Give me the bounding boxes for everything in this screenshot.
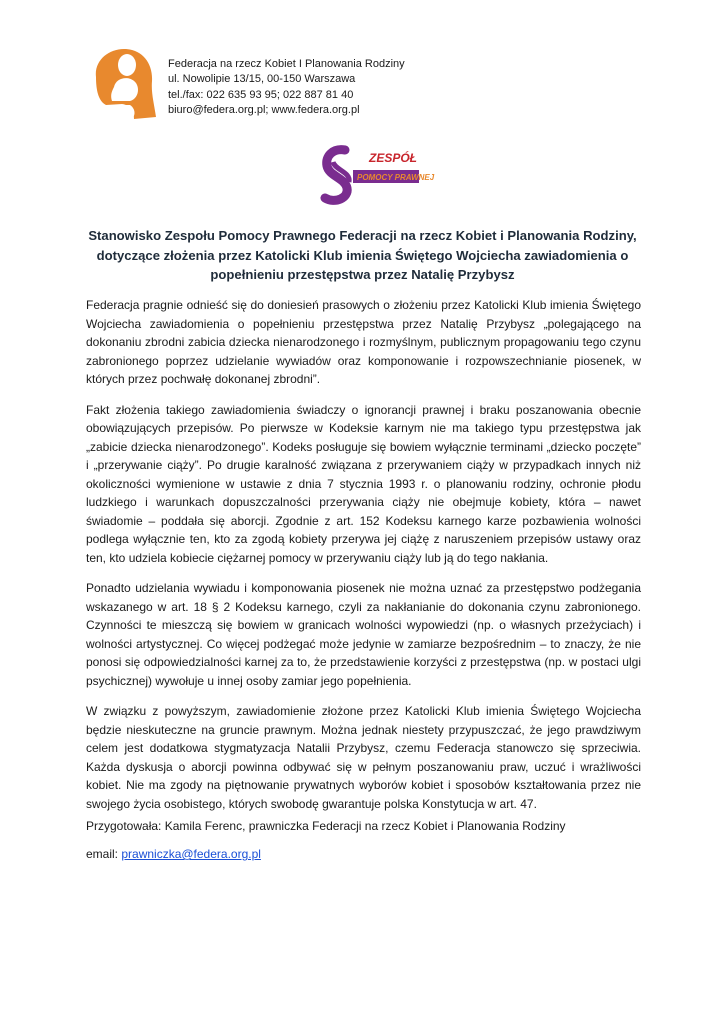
zespol-logo-line2: POMOCY PRAWNEJ <box>357 173 435 182</box>
email-link[interactable]: prawniczka@federa.org.pl <box>121 847 261 861</box>
header-address-block <box>168 57 405 118</box>
prepared-by: Przygotowała: Kamila Ferenc, prawniczka Federacji na rzecz Kobiet i Planowania Rodziny <box>86 819 566 833</box>
org-address: ul. Nowolipie 13/15, 00-150 Warszawa <box>168 73 356 86</box>
email-line <box>86 847 261 861</box>
paragraph-4: W związku z powyższym, zawiadomienie złożone przez Katolicki Klub imienia Świętego Wojciecha będzie nieskuteczne na gruncie prawnym. Można jednak niestety przypuszczać, że jego prawdziwym celem jest dodatkowa stygmatyzacja Natalii Przybysz, czemu Federacja stanowczo się sprzeciwia. Każda dyskusja o aborcji powinna odbywać się w pełnym poszanowaniu praw, uczuć i wrażliwości kobiet. Nie ma zgody na piętnowanie prywatnych wyborów kobiet i sposobów kształtowania przez nie swojego życia osobistego, których swobodę gwarantuje polska Konstytucja w art. 47. <box>86 704 641 811</box>
federation-logo <box>90 43 160 123</box>
org-name: Federacja na rzecz Kobiet I Planowania Rodziny <box>168 58 405 70</box>
paragraph-2: Fakt złożenia takiego zawiadomienia świadczy o ignorancji prawnej i braku poszanowania obecnie obowiązujących przepisów. Po pierwsze w Kodeksie karnym nie ma takiego typu przestępstwa jak „zabicie dziecka nienarodzonego”. Kodeks posługuje się bowiem wyłącznie terminami „dziecko poczęte” i „przerywanie ciąży”. Po drugie karalność związana z przerywaniem ciąży w przypadkach innych niż okoliczności wymienione w ustawie z dnia 7 stycznia 1993 r. o planowaniu rodziny, ochronie płodu ludzkiego i warunkach dopuszczalności przerywania ciąży nie obejmuje kobiety, która – nawet świadomie – poddała się aborcji. Zgodnie z art. 152 Kodeksu karnego karze pozbawienia wolności podlega wyłącznie ten, kto za zgodą kobiety przerywa jej ciążę z naruszeniem przepisów ustawy oraz ten, kto udziela kobiecie ciężarnej pomocy w przerywaniu ciąży lub ją do tego nakłania. <box>86 402 641 565</box>
zespol-pomocy-prawnej-logo <box>305 140 435 214</box>
document-title: Stanowisko Zespołu Pomocy Prawnego Federacji na rzecz Kobiet i Planowania Rodziny, dotyczące złożenia przez Katolicki Klub imienia Świętego Wojciecha zawiadomienia o popełnieniu przestępstwa przez Natalię Przybysz <box>88 228 637 282</box>
org-contact: biuro@federa.org.pl; www.federa.org.pl <box>168 103 360 116</box>
email-label: email: <box>86 847 122 861</box>
document-body <box>86 296 641 825</box>
zespol-logo-line1: ZESPÓŁ <box>369 151 418 165</box>
paragraph-1: Federacja pragnie odnieść się do doniesień prasowych o złożeniu przez Katolicki Klub imienia Świętego Wojciecha zawiadomienia o popełnieniu przestępstwa przez Natalię Przybysz „polegającego na dokonaniu zbrodni zabicia dziecka nienarodzonego i rozmyślnym, publicznym propagowaniu tego czynu zabronionego poprzez udzielanie wywiadów oraz komponowanie i rozpowszechnianie piosenek, w których przez pochwałę dokonanej zbrodni”. <box>86 298 641 386</box>
org-phone: tel./fax: 022 635 93 95; 022 887 81 40 <box>168 88 354 101</box>
paragraph-3: Ponadto udzielania wywiadu i komponowania piosenek nie można uznać za przestępstwo podżegania wskazanego w art. 18 § 2 Kodeksu karnego, czyli za nakłanianie do dokonania czynu zabronionego. Czynności te mieszczą się bowiem w granicach wolności wypowiedzi (np. o własnych przeżyciach) i wolności artystycznej. Co więcej podżegać może jedynie w zamiarze bezpośrednim – to znaczy, że nie ponosi się odpowiedzialności karnej za to, że przedstawienie korzyści z przestępstwa (np. w postaci ulgi psychicznej) wywołuje u innej osoby zamiar jego popełnienia. <box>86 581 641 688</box>
